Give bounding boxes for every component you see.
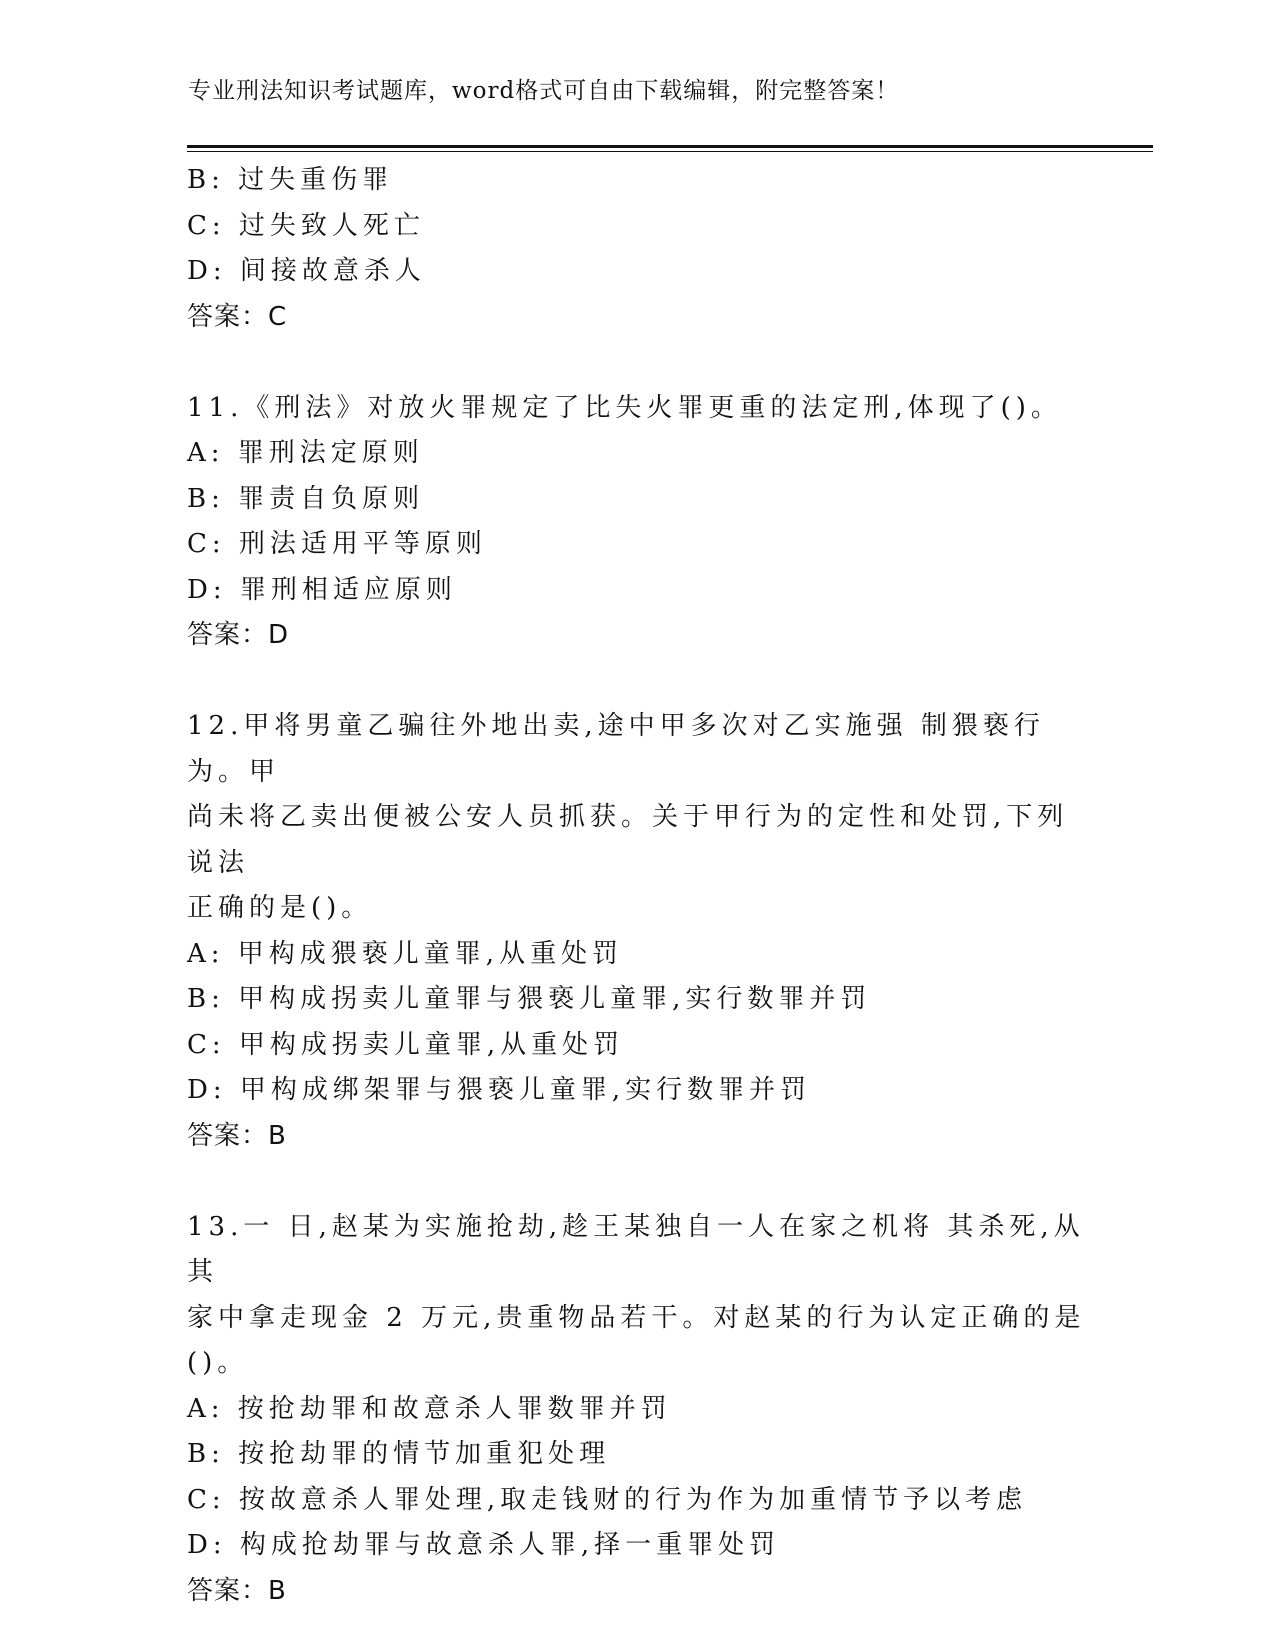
option-b: B: 过失重伤罪 bbox=[187, 165, 394, 195]
answer-line: 答案：C bbox=[187, 301, 288, 332]
question-text-line-2: 家中拿走现金 2 万元,贵重物品若干。对赵某的行为认定正确的是()。 bbox=[187, 1302, 1086, 1378]
option-a: A: 甲构成猥亵儿童罪,从重处罚 bbox=[187, 938, 624, 969]
option-c: C: 刑法适用平等原则 bbox=[187, 529, 487, 559]
header-rule-thin bbox=[187, 151, 1153, 152]
spacer bbox=[187, 659, 1087, 705]
question-text-line-1: 13.一 日,赵某为实施抢劫,趁王某独自一人在家之机将 其杀死,从其 bbox=[187, 1211, 1085, 1287]
option-c: C: 过失致人死亡 bbox=[187, 210, 425, 241]
answer-line: 答案：B bbox=[187, 1120, 287, 1151]
option-d: D: 罪刑相适应原则 bbox=[187, 574, 457, 605]
prev-question-tail bbox=[187, 158, 1087, 340]
spacer bbox=[187, 340, 1087, 386]
question-text-line-1: 12.甲将男童乙骗往外地出卖,途中甲多次对乙实施强 制猥亵行为。甲 bbox=[187, 711, 1045, 787]
option-d: D: 构成抢劫罪与故意杀人罪,择一重罪处罚 bbox=[187, 1530, 781, 1560]
option-b: B: 罪责自负原则 bbox=[187, 483, 425, 514]
answer-line: 答案：B bbox=[187, 1575, 287, 1606]
question-text-line-3: 正确的是()。 bbox=[187, 893, 373, 923]
option-b: B: 甲构成拐卖儿童罪与猥亵儿童罪,实行数罪并罚 bbox=[187, 984, 872, 1014]
option-c: C: 甲构成拐卖儿童罪,从重处罚 bbox=[187, 1029, 625, 1060]
question-12 bbox=[187, 704, 1087, 1159]
document-body bbox=[187, 158, 1087, 1614]
question-11 bbox=[187, 386, 1087, 659]
answer-line: 答案：D bbox=[187, 620, 290, 650]
option-b: B: 按抢劫罪的情节加重犯处理 bbox=[187, 1439, 611, 1469]
option-a: A: 按抢劫罪和故意杀人罪数罪并罚 bbox=[187, 1393, 672, 1424]
spacer bbox=[187, 1159, 1087, 1205]
header-rule-thick bbox=[187, 145, 1153, 148]
page-header: 专业刑法知识考试题库，word格式可自由下载编辑，附完整答案！ bbox=[188, 78, 900, 104]
question-text: 11.《刑法》对放火罪规定了比失火罪更重的法定刑,体现了()。 bbox=[187, 392, 1062, 423]
option-d: D: 间接故意杀人 bbox=[187, 256, 426, 286]
question-text-line-2: 尚未将乙卖出便被公安人员抓获。关于甲行为的定性和处罚,下列说法 bbox=[187, 802, 1069, 878]
option-a: A: 罪刑法定原则 bbox=[187, 438, 424, 468]
option-c: C: 按故意杀人罪处理,取走钱财的行为作为加重情节予以考虑 bbox=[187, 1484, 1028, 1515]
option-d: D: 甲构成绑架罪与猥亵儿童罪,实行数罪并罚 bbox=[187, 1075, 812, 1105]
question-13 bbox=[187, 1205, 1087, 1615]
